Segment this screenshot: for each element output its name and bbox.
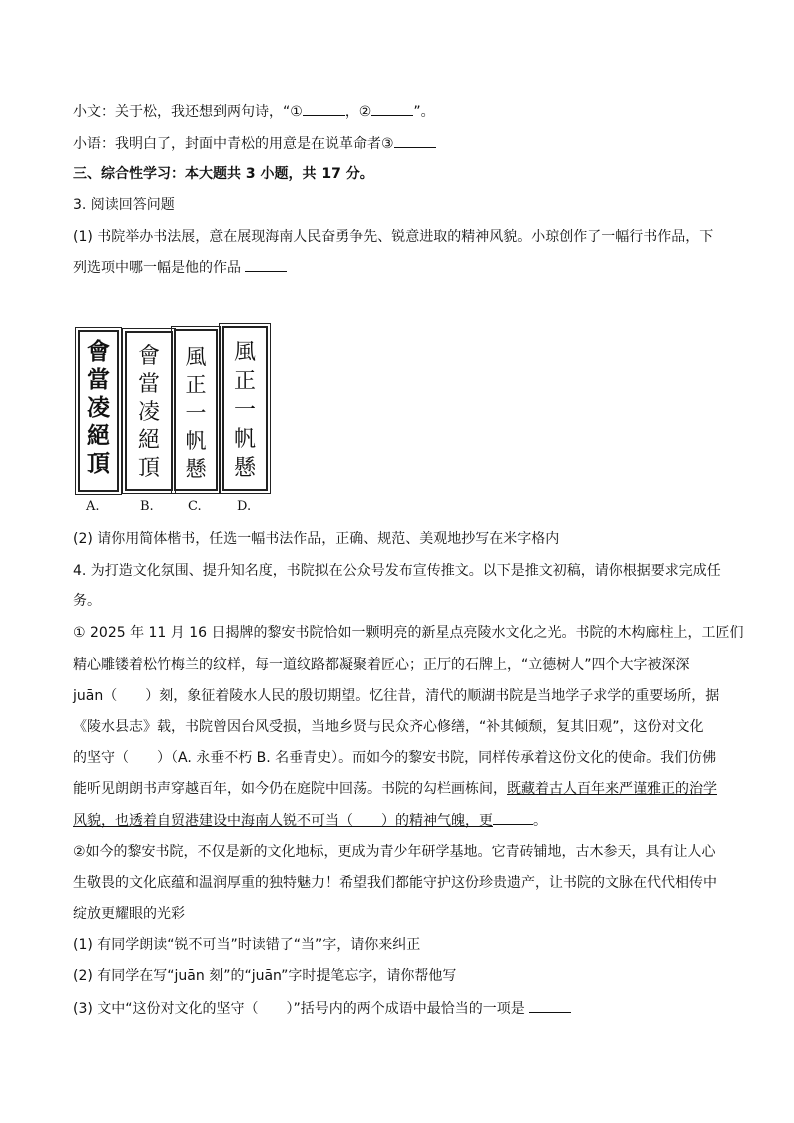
calligraphy-panel-a: 會 當 凌 絕 頂 [78, 330, 119, 492]
calligraphy-panel-b: 會 當 凌 絕 頂 [125, 331, 173, 491]
underlined-sentence: 风貌，也透着自贸港建设中海南人锐不可当（ ）的精神气魄，更 [73, 813, 493, 829]
dialogue-line-2 [73, 133, 436, 154]
dialogue-text: ”。 [413, 104, 435, 120]
underlined-sentence: 既藏着古人百年来严谨雅正的治学 [507, 781, 717, 797]
passage-1-line-7 [73, 810, 547, 831]
option-label-a: A. [86, 499, 100, 514]
question-3-2: (2) 请你用简体楷书，任选一幅书法作品，正确、规范、美观地抄写在米字格内 [73, 531, 560, 547]
dialogue-text: ，② [344, 104, 372, 120]
option-label-b: B. [140, 499, 154, 514]
passage-1-line-2: 精心雕镂着松竹梅兰的纹样，每一道纹路都凝聚着匠心；正厅的石牌上，“立德树人”四个大字被深深 [73, 657, 690, 673]
question-text: (3) 文中“这份对文化的坚守（ ）”括号内的两个成语中最恰当的一项是 [73, 1001, 525, 1017]
passage-text: 能听见朗朗书声穿越百年，如今仍在庭院中回荡。书院的勾栏画栋间， [73, 781, 507, 797]
passage-2-line-2: 生敬畏的文化底蕴和温润厚重的独特魅力！希望我们都能守护这份珍贵遗产，让书院的文脉在代代相传中 [73, 875, 717, 891]
question-4-line-1: 4. 为打造文化氛围、提升知名度，书院拟在公众号发布宣传推文。以下是推文初稿，请你根据要求完成任 [73, 563, 721, 579]
question-3-1-line-2 [73, 257, 287, 278]
answer-blank-1[interactable] [303, 101, 345, 116]
option-label-d: D. [237, 499, 252, 514]
question-3-title: 3. 阅读回答问题 [73, 197, 175, 213]
dialogue-text: 小语：我明白了，封面中青松的用意是在说革命者③ [73, 136, 394, 152]
answer-blank-2[interactable] [371, 101, 413, 116]
calligraphy-panel-d: 風 正 一 帆 懸 [222, 326, 268, 491]
answer-blank-idiom[interactable] [529, 998, 571, 1013]
passage-1-line-6 [73, 779, 717, 799]
passage-1-line-1: ① 2025 年 11 月 16 日揭牌的黎安书院恰如一颗明亮的新星点亮陵水文化之光。书院的木构廊柱上，工匠们 [73, 625, 744, 641]
question-3-1-line-1: (1) 书院举办书法展，意在展现海南人民奋勇争先、锐意进取的精神风貌。小琼创作了一幅行书作品，下 [73, 229, 714, 245]
answer-blank-q3-1[interactable] [245, 257, 287, 272]
sub-question-2: (2) 有同学在写“juān 刻”的“juān”字时提笔忘字，请你帮他写 [73, 968, 457, 984]
answer-blank-3[interactable] [394, 133, 436, 148]
answer-blank-continuation[interactable] [493, 810, 533, 825]
calligraphy-panel-c: 風 正 一 帆 懸 [174, 329, 218, 491]
sub-question-3 [73, 998, 571, 1019]
passage-text: 。 [533, 813, 547, 829]
passage-1-line-5: 的坚守（ ）（A. 永垂不朽 B. 名垂青史）。而如今的黎安书院，同样传承着这份文化的使命。我们仿佛 [73, 750, 717, 766]
dialogue-text: 小文：关于松，我还想到两句诗，“① [73, 104, 303, 120]
passage-2-line-1: ②如今的黎安书院，不仅是新的文化地标，更成为青少年研学基地。它青砖铺地，古木参天，具有让人心 [73, 844, 716, 860]
question-text: 列选项中哪一幅是他的作品 [73, 260, 241, 276]
section-heading: 三、综合性学习：本大题共 3 小题，共 17 分。 [73, 166, 374, 182]
passage-1-line-3: juān（ ）刻，象征着陵水人民的殷切期望。忆往昔，清代的顺湖书院是当地学子求学的重要场所，据 [73, 688, 720, 704]
option-label-c: C. [188, 499, 202, 514]
calligraphy-figure [73, 322, 273, 497]
passage-2-line-3: 绽放更耀眼的光彩 [73, 906, 185, 922]
sub-question-1: (1) 有同学朗读“锐不可当”时读错了“当”字，请你来纠正 [73, 937, 421, 953]
question-4-line-2: 务。 [73, 593, 101, 609]
dialogue-line-1 [73, 101, 435, 122]
passage-1-line-4: 《陵水县志》载，书院曾因台风受损，当地乡贤与民众齐心修缮，“补其倾颓，复其旧观”，这份对文化 [73, 719, 704, 735]
